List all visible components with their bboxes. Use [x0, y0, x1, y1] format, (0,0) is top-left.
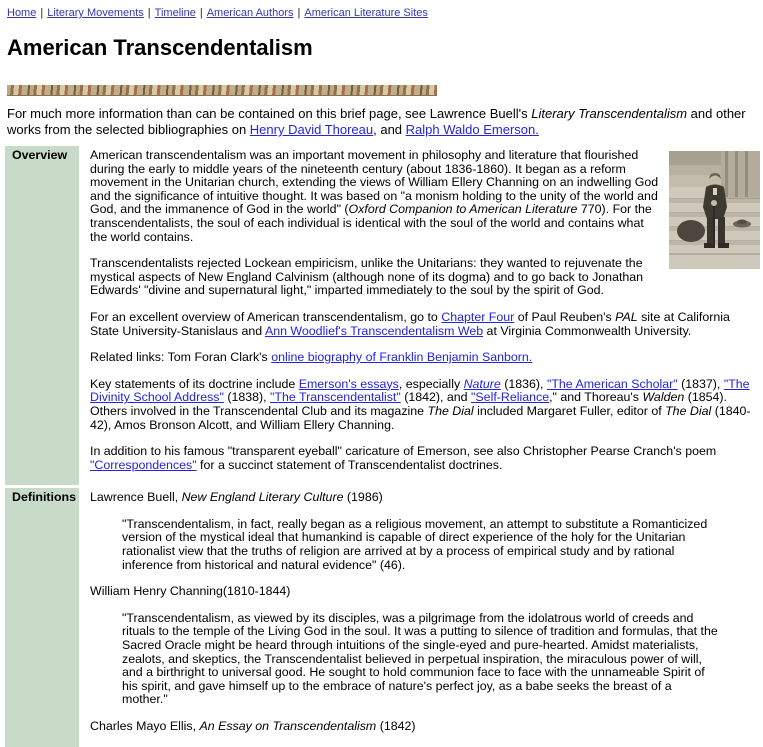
text-run: 770). For the transcendentalists, the soul of each individual is identical with the soul of the world and contains what the world contains. [90, 202, 652, 244]
text-run: Key statements of its doctrine include [90, 376, 299, 391]
text-run: PAL [615, 309, 638, 324]
paragraph [90, 585, 760, 599]
paragraph [90, 720, 760, 734]
text-run: (1840-42), Amos Bronson Alcott, and William Ellery Channing. [90, 403, 751, 432]
text-link[interactable]: Ann Woodlief's Transcendentalism Web [264, 323, 484, 338]
nav-link-timeline[interactable]: Timeline [154, 7, 196, 19]
text-link[interactable]: Emerson's essays [298, 376, 399, 391]
text-run: of Paul Reuben's [514, 309, 616, 324]
paragraph [90, 491, 760, 505]
text-run: site at California State University-Stanislaus and [90, 309, 730, 338]
text-run: The Dial [665, 403, 712, 418]
text-run: and other works from the selected bibliographies on [7, 106, 746, 137]
text-run: , and [373, 122, 406, 137]
definition-quote [122, 612, 720, 707]
text-run: (1836), [500, 376, 547, 391]
paragraph [90, 378, 760, 432]
text-run: Related links: Tom Foran Clark's [90, 350, 272, 365]
text-link[interactable]: "Self-Reliance [471, 390, 550, 405]
text-run: Lawrence Buell, [90, 490, 182, 505]
text-link[interactable]: "The American Scholar" [546, 376, 678, 391]
text-run: (1837), [677, 376, 724, 391]
paragraph [90, 311, 760, 338]
text-run: for a succinct statement of Transcendentalist doctrines. [196, 457, 503, 472]
text-run: For an excellent overview of American transcendentalism, go to [90, 309, 442, 324]
text-run: "Transcendentalism, in fact, really began as a religious movement, an attempt to substitute a Romanticized version of the mystical ideal that humankind is capable of direct experience of the holy for the Unitarian rationalist view that the truths of religion are arrived at by a process of empirical study and by rational inference from historical and natural evidence" (46). [122, 516, 708, 572]
page-title: American Transcendentalism [7, 35, 313, 60]
top-nav [0, 0, 763, 19]
text-run: (1842) [376, 719, 416, 733]
text-run: "Transcendentalism, as viewed by its disciples, was a pilgrimage from the idolatrous world of creeds and rituals to the temple of the Living God in the soul. It was a putting to silence of tradition and formulas, that the Sacred Oracle might be heard through intuitions of the single-eyed and pure-hearted. Amidst materialists, zealots, and skeptics, the Transcendentalist believed in perpetual inspiration, the miraculous power of will, and a birthright to universal good. He sought to hold communion face to face with the unnameable Spirit of his spirit, and gave himself up to the embrace of nature's perfect joy, as a babe seeks the breast of a mother." [122, 610, 718, 707]
text-link[interactable]: Nature [463, 376, 501, 391]
nav-separator: | [199, 7, 203, 19]
text-run: ," and Thoreau's [549, 390, 643, 405]
text-run: For much more information than can be contained on this brief page, see Lawrence Buell's [7, 106, 532, 121]
section-label-overview: Overview [5, 146, 79, 485]
text-run: William Henry Channing(1810-1844) [90, 584, 291, 599]
text-link[interactable]: "Correspondences" [90, 457, 197, 472]
text-run: (1838), [223, 390, 271, 405]
paragraph [90, 445, 760, 472]
nav-separator: | [147, 7, 151, 19]
content-grid [5, 146, 763, 747]
text-run: at Virginia Commonwealth University. [483, 323, 692, 338]
text-link[interactable]: Ralph Waldo Emerson. [405, 122, 539, 137]
paragraph [90, 149, 760, 244]
paragraph [90, 351, 760, 365]
text-link[interactable]: Chapter Four [441, 309, 515, 324]
paragraph [90, 257, 760, 298]
nav-link-american-authors[interactable]: American Authors [206, 7, 294, 19]
seated-man-on-steps-photo [669, 151, 760, 269]
text-run: , especially [398, 376, 464, 391]
text-run: Oxford Companion to American Literature [348, 202, 578, 217]
nav-link-american-literature-sites[interactable]: American Literature Sites [304, 7, 428, 19]
decorative-banner-image [7, 85, 437, 96]
section-content-overview [82, 146, 763, 485]
text-run: New England Literary Culture [181, 490, 344, 505]
section-content-definitions [82, 488, 763, 746]
text-run: An Essay on Transcendentalism [199, 719, 377, 733]
section-label-definitions: Definitions [5, 488, 79, 746]
intro-paragraph [7, 106, 756, 138]
text-run: Walden [642, 390, 685, 405]
text-run: The Dial [427, 403, 474, 418]
text-link[interactable]: "The Transcendentalist" [270, 390, 401, 405]
text-run: (1842), and [400, 390, 472, 405]
text-run: In addition to his famous "transparent eyeball" caricature of Emerson, see also Christopher Pearse Cranch's poem [90, 444, 717, 459]
text-run: (1986) [343, 490, 383, 505]
definition-quote [122, 518, 720, 572]
text-run: included Margaret Fuller, editor of [473, 403, 666, 418]
nav-separator: | [40, 7, 44, 19]
text-run: American transcendentalism was an important movement in philosophy and literature that flourished during the early to middle years of the nineteenth century (about 1836-1860). It began as a reform movement in the Unitarian church, extending the views of William Ellery Channing on an indwelling God and the significance of intuitive thought. It was based on "a monism holding to the unity of the world and God, and the immanence of God in the world" ( [90, 148, 659, 217]
text-run: (1854). Others involved in the Transcendental Club and its magazine [90, 390, 727, 418]
text-link[interactable]: online biography of Franklin Benjamin Sanborn. [271, 350, 533, 365]
text-run: Transcendentalists rejected Lockean empiricism, unlike the Unitarians: they wanted to rejuvenate the mystical aspects of New England Calvinism (although none of its dogma) and to go back to Jonathan Edwards' "divine and supernatural light," imparted immediately to the soul by the spirit of God. [90, 256, 644, 298]
text-link[interactable]: "The Divinity School Address" [90, 376, 750, 405]
nav-link-home[interactable]: Home [7, 7, 37, 19]
text-link[interactable]: Henry David Thoreau [249, 122, 374, 137]
nav-link-literary-movements[interactable]: Literary Movements [47, 7, 144, 19]
text-run: Literary Transcendentalism [531, 106, 688, 121]
nav-separator: | [297, 7, 301, 19]
text-run: Charles Mayo Ellis, [90, 719, 200, 733]
